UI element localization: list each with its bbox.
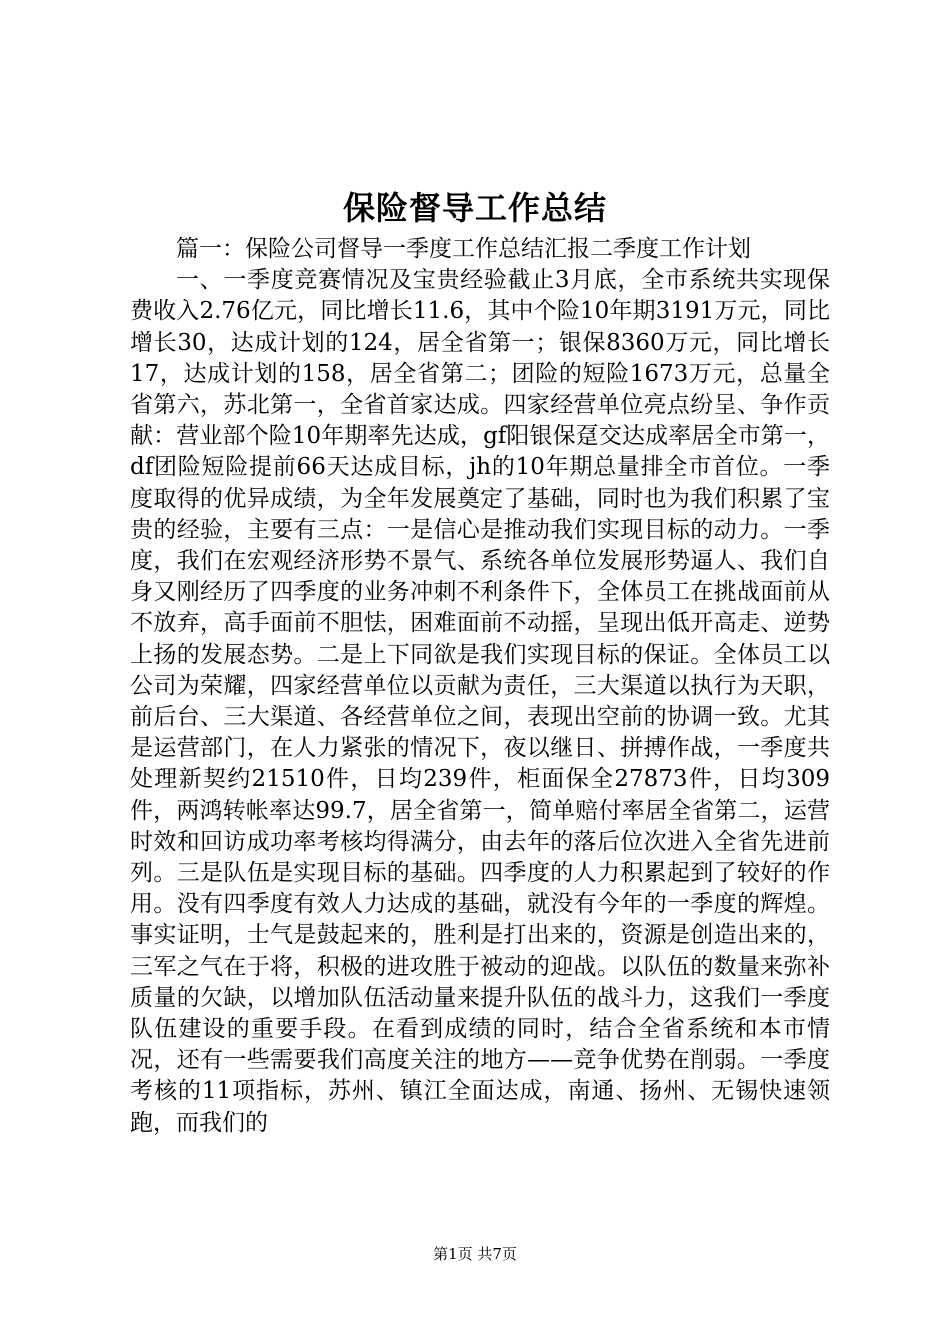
paragraph-body: 一、一季度竞赛情况及宝贵经验截止3月底，全市系统共实现保费收入2.76亿元，同比增长11.6，其中个险10年期3191万元，同比增长30，达成计划的124，居全省第一；银保8360万元，同比增长17，达成计划的158，居全省第二；团险的短险1673万元，总量全省第六，苏北第一，全省首家达成。四家经营单位亮点纷呈、争作贡献：营业部个险10年期率先达成，gf阳银保趸交达成率居全市第一，df团险短险提前66天达成目标，jh的10年期总量排全市首位。一季度取得的优异成绩，为全年发展奠定了基础，同时也为我们积累了宝贵的经验，主要有三点：一是信心是推动我们实现目标的动力。一季度，我们在宏观经济形势不景气、系统各单位发展形势逼人、我们自身又刚经历了四季度的业务冲刺不利条件下，全体员工在挑战面前从不放弃，高手面前不胆怯，困难面前不动摇，呈现出低开高走、逆势上扬的发展态势。二是上下同欲是我们实现目标的保证。全体员工以公司为荣耀，四家经营单位以贡献为责任，三大渠道以执行为天职，前后台、三大渠道、各经营单位之间，表现出空前的协调一致。尤其是运营部门，在人力紧张的情况下，夜以继日、拼搏作战，一季度共处理新契约21510件，日均239件，柜面保全27873件，日均309件，两鸿转帐率达99.7，居全省第一，简单赔付率居全省第二，运营时效和回访成功率考核均得满分，由去年的落后位次进入全省先进前列。三是队伍是实现目标的基础。四季度的人力积累起到了较好的作用。没有四季度有效人力达成的基础，就没有今年的一季度的辉煌。事实证明，士气是鼓起来的，胜利是打出来的，资源是创造出来的，三军之气在于将，积极的进攻胜于被动的迎战。以队伍的数量来弥补质量的欠缺，以增加队伍活动量来提升队伍的战斗力，这我们一季度队伍建设的重要手段。在看到成绩的同时，结合全省系统和本市情况，还有一些需要我们高度关注的地方——竞争优势在削弱。一季度考核的11项指标，苏州、镇江全面达成，南通、扬州、无锡快速领跑，而我们的: [130, 267, 830, 1136]
paragraph-heading: 篇一：保险公司督导一季度工作总结汇报二季度工作计划: [176, 236, 751, 262]
document-title: 保险督导工作总结: [342, 189, 607, 227]
document-body: [130, 234, 830, 1139]
page-footer: 第1页 共7页: [433, 1245, 517, 1263]
